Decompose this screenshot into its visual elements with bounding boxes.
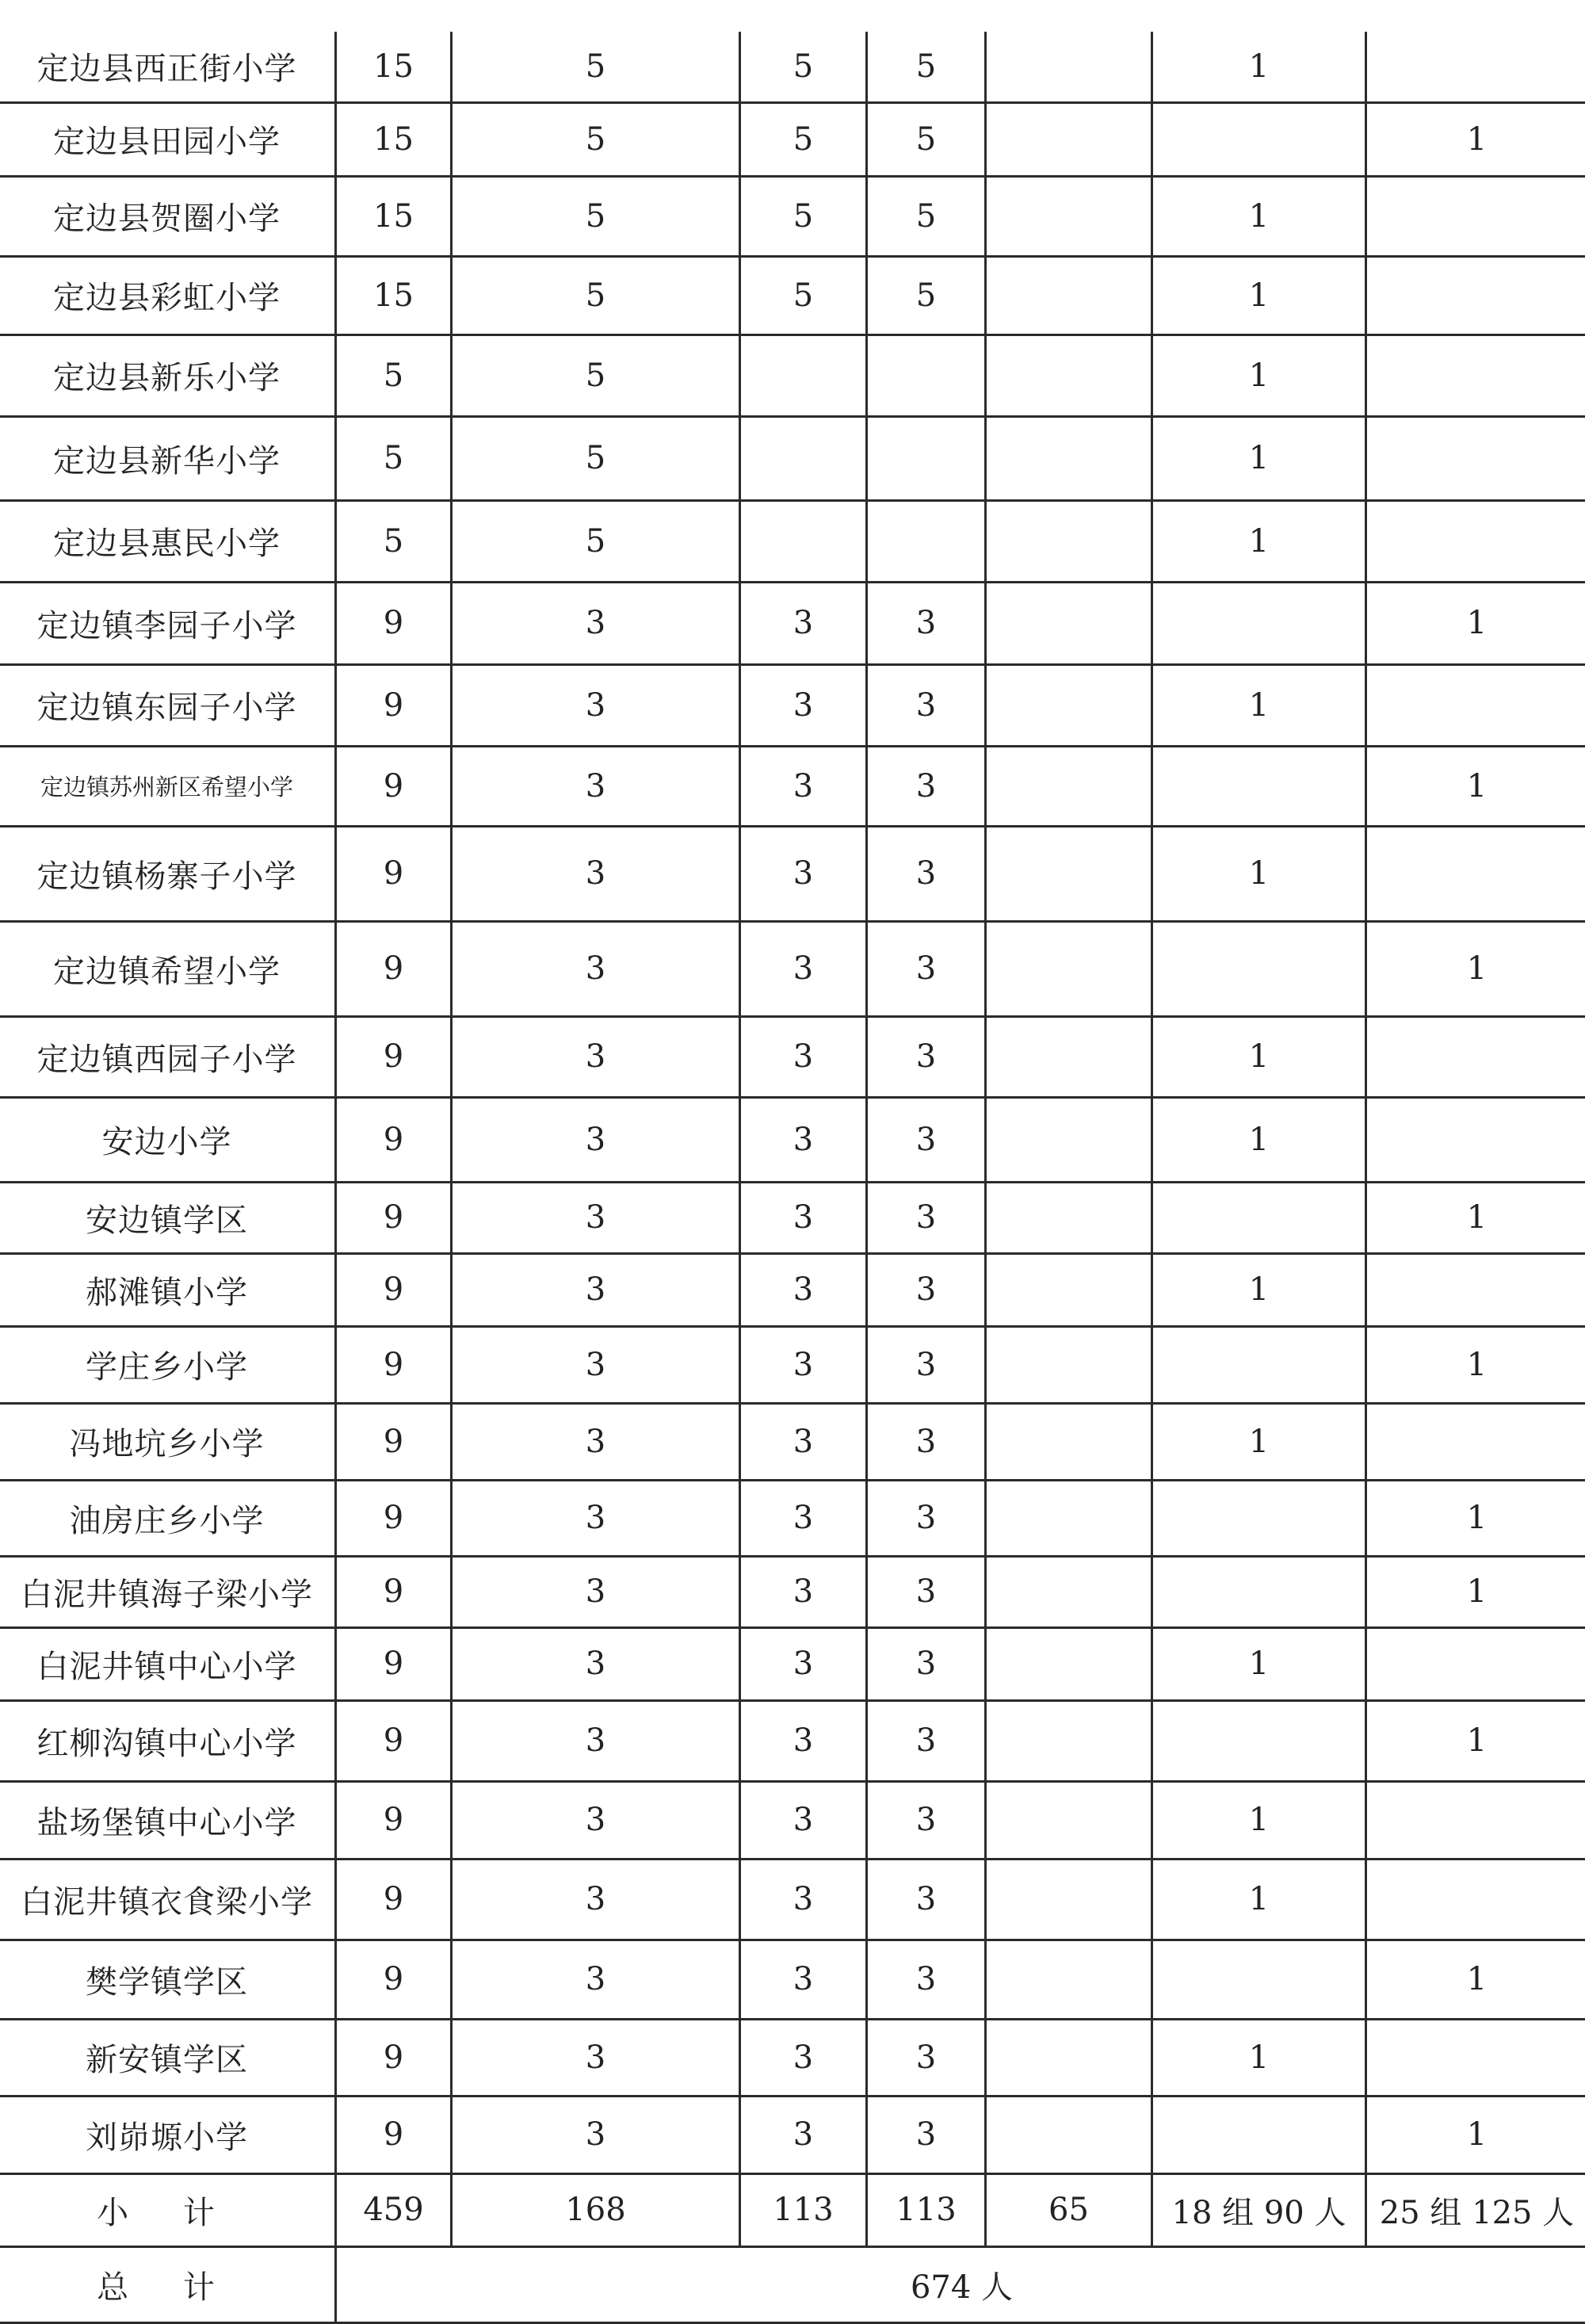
school-name-cell: 定边县新乐小学 (0, 334, 336, 416)
school-name-cell: 定边县彩虹小学 (0, 256, 336, 334)
value-cell-7: 1 (1366, 1480, 1585, 1556)
table-row (0, 416, 1585, 500)
value-cell-4: 3 (867, 1781, 986, 1859)
value-cell-3: 3 (740, 1700, 867, 1781)
value-cell-5 (986, 1326, 1152, 1403)
value-cell-3: 3 (740, 826, 867, 921)
value-cell-3: 3 (740, 1781, 867, 1859)
school-name-cell: 定边县田园小学 (0, 102, 336, 176)
value-cell-7 (1366, 826, 1585, 921)
value-cell-2: 3 (452, 746, 740, 826)
value-cell-3: 3 (740, 1182, 867, 1253)
value-cell-6 (1152, 921, 1366, 1016)
value-cell-7: 1 (1366, 1182, 1585, 1253)
value-cell-5 (986, 1556, 1152, 1627)
school-name-cell: 定边镇苏州新区希望小学 (0, 746, 336, 826)
value-cell-5 (986, 1403, 1152, 1480)
value-cell-6: 1 (1152, 826, 1366, 921)
value-cell-3: 5 (740, 102, 867, 176)
school-name-cell: 定边县贺圈小学 (0, 176, 336, 256)
value-cell-2: 3 (452, 1326, 740, 1403)
value-cell-7 (1366, 416, 1585, 500)
table-row (0, 1326, 1585, 1403)
value-cell-5 (986, 1182, 1152, 1253)
value-cell-7 (1366, 1253, 1585, 1326)
value-cell-5 (986, 826, 1152, 921)
value-cell-5 (986, 176, 1152, 256)
school-name-cell: 定边镇西园子小学 (0, 1016, 336, 1097)
school-name-cell: 红柳沟镇中心小学 (0, 1700, 336, 1781)
value-cell-3: 5 (740, 256, 867, 334)
value-cell-4: 3 (867, 1940, 986, 2019)
value-cell-7 (1366, 500, 1585, 582)
value-cell-4: 5 (867, 102, 986, 176)
value-cell-5 (986, 1859, 1152, 1940)
value-cell-1: 9 (336, 2019, 452, 2096)
value-cell-2: 3 (452, 1016, 740, 1097)
value-cell-4: 5 (867, 176, 986, 256)
value-cell-6 (1152, 1480, 1366, 1556)
value-cell-2: 5 (452, 334, 740, 416)
school-name-cell: 盐场堡镇中心小学 (0, 1781, 336, 1859)
value-cell-5 (986, 746, 1152, 826)
table-row (0, 1253, 1585, 1326)
school-name-cell: 樊学镇学区 (0, 1940, 336, 2019)
value-cell-2: 3 (452, 664, 740, 746)
value-cell-7 (1366, 1859, 1585, 1940)
value-cell-5 (986, 2019, 1152, 2096)
value-cell-2: 5 (452, 500, 740, 582)
value-cell-7 (1366, 664, 1585, 746)
value-cell-4: 3 (867, 582, 986, 664)
value-cell-6 (1152, 1700, 1366, 1781)
value-cell-5 (986, 1480, 1152, 1556)
value-cell-6: 1 (1152, 176, 1366, 256)
value-cell-6 (1152, 1326, 1366, 1403)
value-cell-3: 3 (740, 1253, 867, 1326)
value-cell-1: 9 (336, 1480, 452, 1556)
value-cell-7 (1366, 176, 1585, 256)
value-cell-6: 1 (1152, 1097, 1366, 1182)
value-cell-7 (1366, 2019, 1585, 2096)
school-name-cell: 刘峁塬小学 (0, 2096, 336, 2173)
value-cell-6 (1152, 1182, 1366, 1253)
value-cell-6: 1 (1152, 1253, 1366, 1326)
value-cell-7 (1366, 1097, 1585, 1182)
value-cell-5 (986, 102, 1152, 176)
table-row (0, 1940, 1585, 2019)
value-cell-5 (986, 1016, 1152, 1097)
value-cell-7 (1366, 1016, 1585, 1097)
value-cell-5 (986, 2096, 1152, 2173)
value-cell-4: 3 (867, 1253, 986, 1326)
value-cell-1: 9 (336, 2096, 452, 2173)
value-cell-3: 3 (740, 1556, 867, 1627)
value-cell-3: 3 (740, 1940, 867, 2019)
value-cell-4: 3 (867, 2096, 986, 2173)
value-cell-1: 9 (336, 921, 452, 1016)
table-row (0, 1403, 1585, 1480)
value-cell-6: 1 (1152, 2019, 1366, 2096)
value-cell-1: 5 (336, 500, 452, 582)
school-quota-table (0, 32, 1585, 2324)
value-cell-3 (740, 334, 867, 416)
value-cell-1: 9 (336, 582, 452, 664)
value-cell-2: 3 (452, 1182, 740, 1253)
value-cell-7 (1366, 32, 1585, 102)
value-cell-6 (1152, 746, 1366, 826)
value-cell-3: 3 (740, 921, 867, 1016)
value-cell-3: 3 (740, 1016, 867, 1097)
value-cell-4: 5 (867, 32, 986, 102)
value-cell-2: 3 (452, 2096, 740, 2173)
value-cell-7 (1366, 256, 1585, 334)
table-row (0, 256, 1585, 334)
table-row (0, 102, 1585, 176)
table-row (0, 1016, 1585, 1097)
value-cell-2: 3 (452, 1781, 740, 1859)
value-cell-5 (986, 1781, 1152, 1859)
value-cell-5 (986, 416, 1152, 500)
value-cell-7: 1 (1366, 1326, 1585, 1403)
value-cell-7: 1 (1366, 1700, 1585, 1781)
value-cell-3: 3 (740, 1480, 867, 1556)
table-row (0, 32, 1585, 102)
value-cell-1: 9 (336, 1182, 452, 1253)
value-cell-2: 3 (452, 2019, 740, 2096)
value-cell-6: 1 (1152, 1859, 1366, 1940)
table-row (0, 1627, 1585, 1700)
value-cell-1: 15 (336, 256, 452, 334)
value-cell-2: 5 (452, 102, 740, 176)
value-cell-3: 5 (740, 32, 867, 102)
value-cell-1: 5 (336, 334, 452, 416)
value-cell-4: 3 (867, 746, 986, 826)
value-cell-6: 1 (1152, 1403, 1366, 1480)
value-cell-3: 3 (740, 1326, 867, 1403)
value-cell-6: 1 (1152, 256, 1366, 334)
value-cell-5 (986, 500, 1152, 582)
school-name-cell: 新安镇学区 (0, 2019, 336, 2096)
value-cell-6: 1 (1152, 416, 1366, 500)
subtotal-cell-2: 168 (452, 2173, 740, 2246)
value-cell-7 (1366, 1781, 1585, 1859)
value-cell-3: 5 (740, 176, 867, 256)
school-name-cell: 白泥井镇衣食梁小学 (0, 1859, 336, 1940)
value-cell-3: 3 (740, 1403, 867, 1480)
table-row (0, 1182, 1585, 1253)
value-cell-5 (986, 1940, 1152, 2019)
value-cell-1: 9 (336, 746, 452, 826)
table-row (0, 334, 1585, 416)
value-cell-1: 5 (336, 416, 452, 500)
value-cell-1: 9 (336, 1253, 452, 1326)
value-cell-4 (867, 500, 986, 582)
value-cell-2: 3 (452, 1627, 740, 1700)
value-cell-2: 3 (452, 582, 740, 664)
value-cell-2: 5 (452, 416, 740, 500)
subtotal-row (0, 2173, 1585, 2246)
school-name-cell: 郝滩镇小学 (0, 1253, 336, 1326)
value-cell-5 (986, 334, 1152, 416)
school-name-cell: 定边镇杨寨子小学 (0, 826, 336, 921)
school-name-cell: 定边县新华小学 (0, 416, 336, 500)
value-cell-7: 1 (1366, 921, 1585, 1016)
value-cell-2: 3 (452, 1480, 740, 1556)
value-cell-7: 1 (1366, 746, 1585, 826)
school-name-cell: 白泥井镇海子梁小学 (0, 1556, 336, 1627)
value-cell-4 (867, 334, 986, 416)
value-cell-6 (1152, 582, 1366, 664)
value-cell-2: 3 (452, 1556, 740, 1627)
value-cell-6: 1 (1152, 334, 1366, 416)
value-cell-7: 1 (1366, 1556, 1585, 1627)
value-cell-2: 3 (452, 1859, 740, 1940)
subtotal-cell-5: 65 (986, 2173, 1152, 2246)
value-cell-2: 3 (452, 1253, 740, 1326)
value-cell-4: 3 (867, 1182, 986, 1253)
value-cell-5 (986, 1253, 1152, 1326)
value-cell-5 (986, 664, 1152, 746)
school-name-cell: 冯地坑乡小学 (0, 1403, 336, 1480)
value-cell-3 (740, 500, 867, 582)
value-cell-2: 3 (452, 1940, 740, 2019)
table-row (0, 1097, 1585, 1182)
table-row (0, 2019, 1585, 2096)
school-name-cell: 安边镇学区 (0, 1182, 336, 1253)
value-cell-1: 15 (336, 176, 452, 256)
table-row (0, 1480, 1585, 1556)
value-cell-1: 9 (336, 1326, 452, 1403)
value-cell-1: 9 (336, 1556, 452, 1627)
value-cell-6 (1152, 102, 1366, 176)
value-cell-5 (986, 1627, 1152, 1700)
value-cell-7: 1 (1366, 2096, 1585, 2173)
school-name-cell: 定边县惠民小学 (0, 500, 336, 582)
value-cell-6: 1 (1152, 32, 1366, 102)
value-cell-2: 3 (452, 921, 740, 1016)
school-name-cell: 定边镇李园子小学 (0, 582, 336, 664)
value-cell-4: 3 (867, 1016, 986, 1097)
value-cell-4: 3 (867, 1480, 986, 1556)
total-row (0, 2246, 1585, 2322)
value-cell-6: 1 (1152, 664, 1366, 746)
value-cell-6: 1 (1152, 1016, 1366, 1097)
value-cell-1: 15 (336, 32, 452, 102)
value-cell-3: 3 (740, 1097, 867, 1182)
value-cell-7: 1 (1366, 1940, 1585, 2019)
value-cell-3: 3 (740, 2019, 867, 2096)
value-cell-1: 9 (336, 1016, 452, 1097)
value-cell-3: 3 (740, 1627, 867, 1700)
subtotal-cell-4: 113 (867, 2173, 986, 2246)
value-cell-2: 3 (452, 1403, 740, 1480)
value-cell-1: 9 (336, 1700, 452, 1781)
value-cell-4: 3 (867, 1859, 986, 1940)
school-name-cell: 油房庄乡小学 (0, 1480, 336, 1556)
total-value: 674 人 (336, 2246, 1585, 2322)
value-cell-3: 3 (740, 2096, 867, 2173)
value-cell-7 (1366, 334, 1585, 416)
subtotal-cell-1: 459 (336, 2173, 452, 2246)
school-name-cell: 学庄乡小学 (0, 1326, 336, 1403)
value-cell-2: 3 (452, 826, 740, 921)
table-body (0, 32, 1585, 2322)
value-cell-5 (986, 1097, 1152, 1182)
total-label: 总 计 (0, 2246, 336, 2322)
value-cell-5 (986, 921, 1152, 1016)
value-cell-7 (1366, 1403, 1585, 1480)
value-cell-6 (1152, 2096, 1366, 2173)
table-row (0, 746, 1585, 826)
subtotal-cell-7: 25 组 125 人 (1366, 2173, 1585, 2246)
value-cell-1: 9 (336, 826, 452, 921)
school-name-cell: 白泥井镇中心小学 (0, 1627, 336, 1700)
value-cell-1: 9 (336, 1403, 452, 1480)
value-cell-3: 3 (740, 746, 867, 826)
value-cell-5 (986, 1700, 1152, 1781)
table-row (0, 1556, 1585, 1627)
value-cell-2: 5 (452, 32, 740, 102)
value-cell-4: 3 (867, 1700, 986, 1781)
school-name-cell: 安边小学 (0, 1097, 336, 1182)
value-cell-2: 5 (452, 256, 740, 334)
value-cell-6 (1152, 1940, 1366, 2019)
value-cell-1: 9 (336, 1627, 452, 1700)
value-cell-7: 1 (1366, 582, 1585, 664)
value-cell-1: 15 (336, 102, 452, 176)
table-row (0, 1859, 1585, 1940)
table-row (0, 1781, 1585, 1859)
table-row (0, 1700, 1585, 1781)
table-row (0, 826, 1585, 921)
value-cell-7: 1 (1366, 102, 1585, 176)
school-name-cell: 定边县西正街小学 (0, 32, 336, 102)
table-row (0, 582, 1585, 664)
value-cell-3: 3 (740, 582, 867, 664)
value-cell-4: 3 (867, 664, 986, 746)
value-cell-4 (867, 416, 986, 500)
subtotal-label: 小 计 (0, 2173, 336, 2246)
value-cell-1: 9 (336, 1781, 452, 1859)
value-cell-4: 3 (867, 921, 986, 1016)
value-cell-4: 3 (867, 1097, 986, 1182)
value-cell-1: 9 (336, 1940, 452, 2019)
value-cell-7 (1366, 1627, 1585, 1700)
subtotal-cell-3: 113 (740, 2173, 867, 2246)
value-cell-4: 5 (867, 256, 986, 334)
value-cell-4: 3 (867, 1326, 986, 1403)
value-cell-6 (1152, 1556, 1366, 1627)
value-cell-5 (986, 32, 1152, 102)
value-cell-5 (986, 582, 1152, 664)
school-name-cell: 定边镇希望小学 (0, 921, 336, 1016)
value-cell-3: 3 (740, 664, 867, 746)
value-cell-1: 9 (336, 1859, 452, 1940)
value-cell-2: 3 (452, 1700, 740, 1781)
table-row (0, 921, 1585, 1016)
value-cell-4: 3 (867, 1403, 986, 1480)
table-row (0, 176, 1585, 256)
value-cell-2: 3 (452, 1097, 740, 1182)
value-cell-4: 3 (867, 2019, 986, 2096)
value-cell-3 (740, 416, 867, 500)
value-cell-1: 9 (336, 664, 452, 746)
value-cell-6: 1 (1152, 1781, 1366, 1859)
table-row (0, 664, 1585, 746)
value-cell-4: 3 (867, 1556, 986, 1627)
table-row (0, 2096, 1585, 2173)
value-cell-4: 3 (867, 1627, 986, 1700)
value-cell-3: 3 (740, 1859, 867, 1940)
value-cell-6: 1 (1152, 1627, 1366, 1700)
value-cell-4: 3 (867, 826, 986, 921)
table-row (0, 500, 1585, 582)
school-name-cell: 定边镇东园子小学 (0, 664, 336, 746)
subtotal-cell-6: 18 组 90 人 (1152, 2173, 1366, 2246)
value-cell-1: 9 (336, 1097, 452, 1182)
value-cell-2: 5 (452, 176, 740, 256)
value-cell-5 (986, 256, 1152, 334)
value-cell-6: 1 (1152, 500, 1366, 582)
